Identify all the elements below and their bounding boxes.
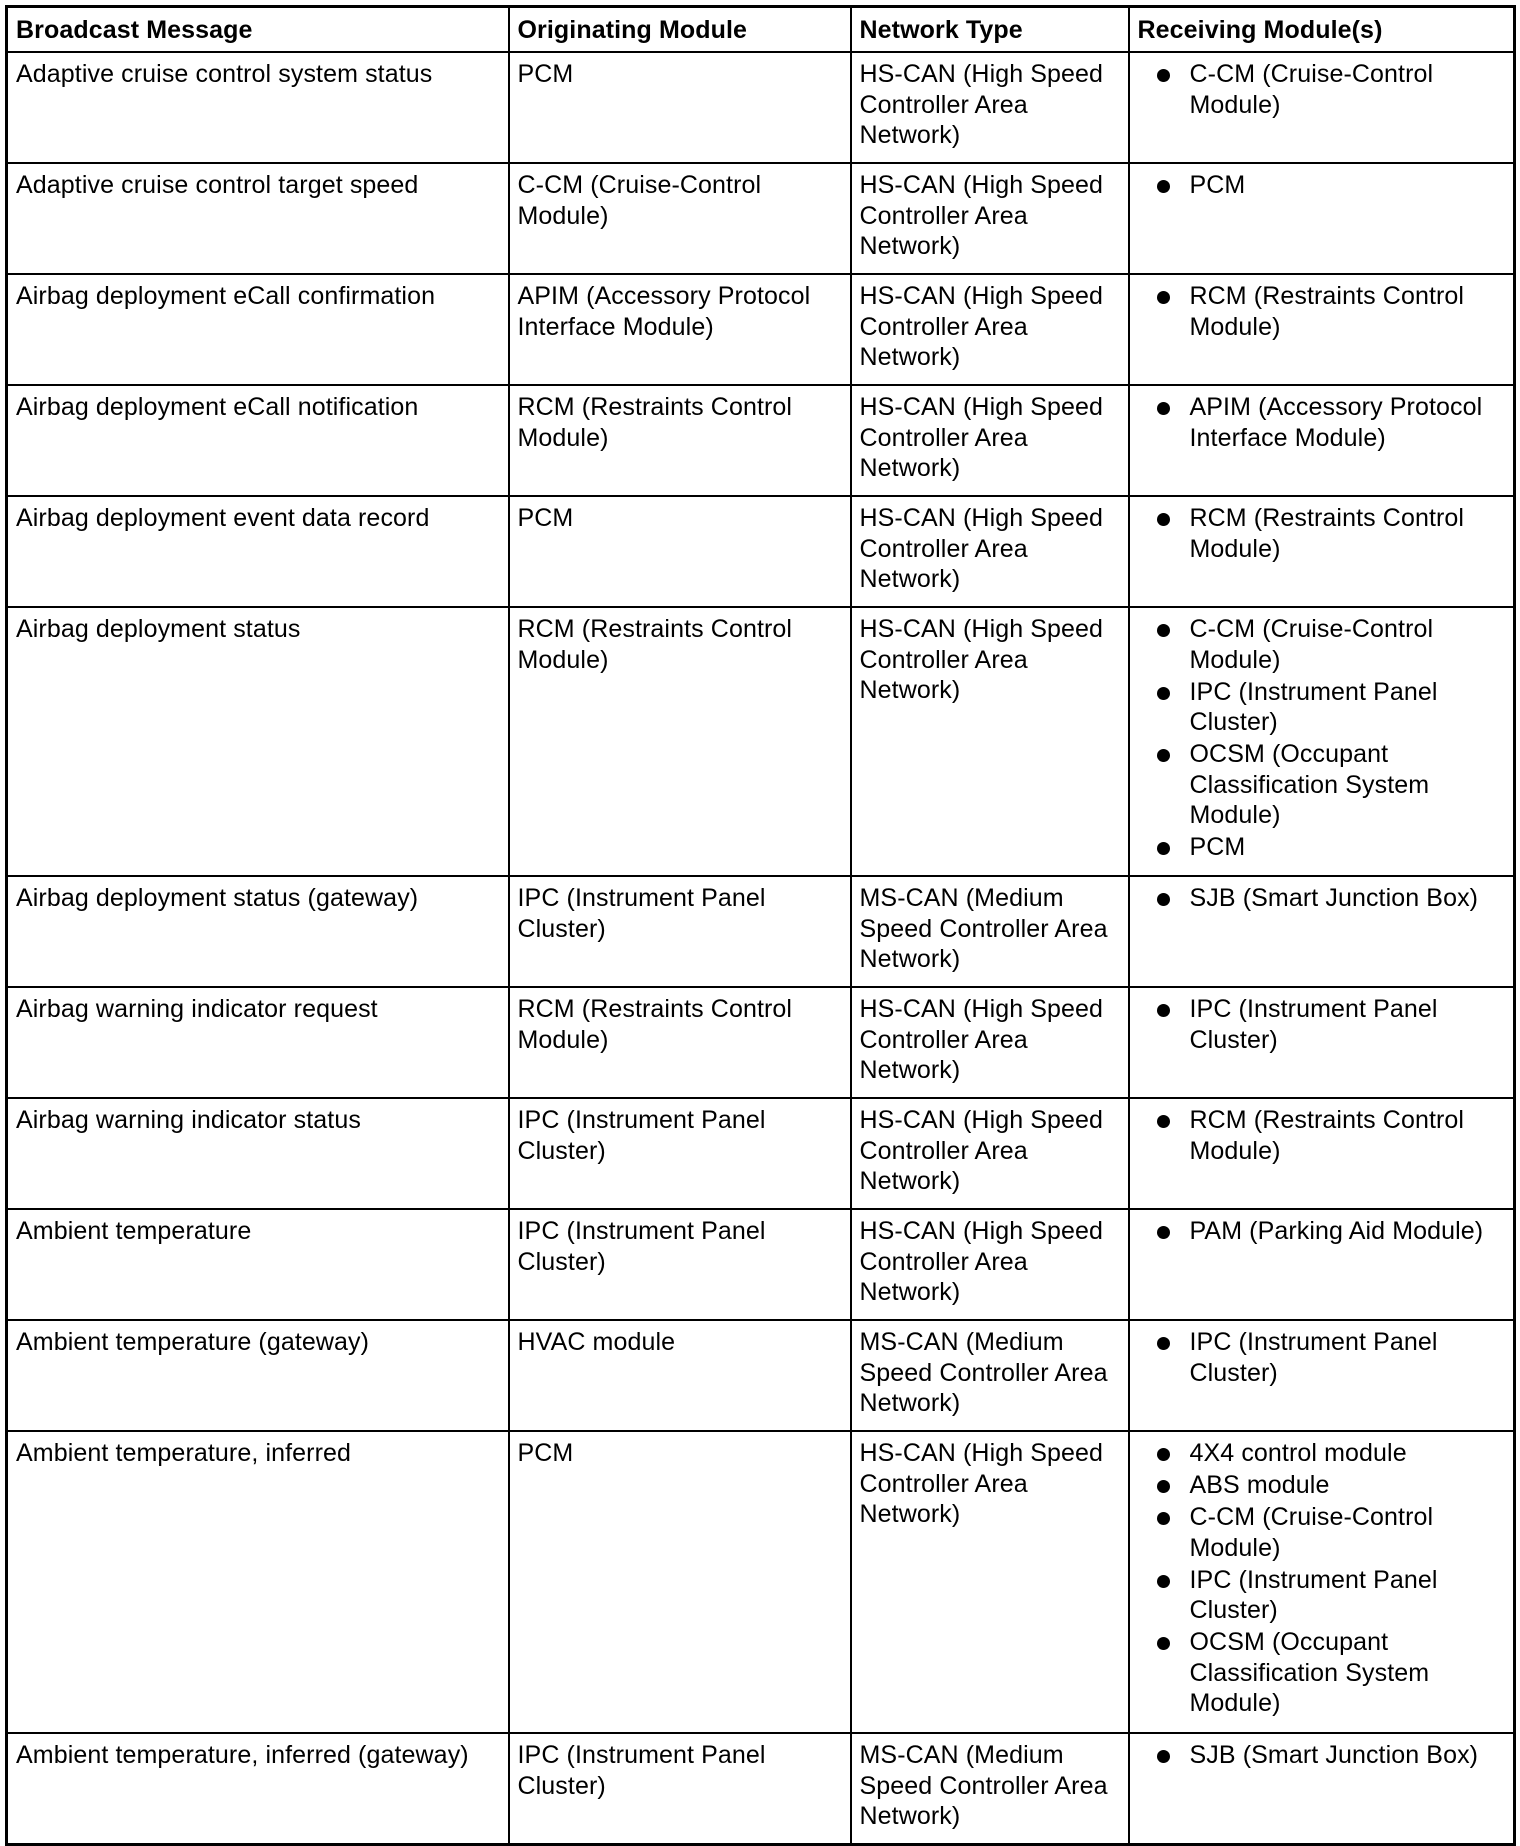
bullet-icon (1157, 1004, 1170, 1017)
receiver-label: ABS module (1189, 1471, 1330, 1499)
cell-receiving-modules (1129, 1733, 1515, 1845)
bullet-icon (1157, 291, 1170, 304)
bullet-icon (1157, 1575, 1170, 1588)
receiver-label: SJB (Smart Junction Box) (1189, 884, 1479, 912)
receiver-list (1138, 59, 1506, 120)
bullet-icon (1157, 513, 1170, 526)
receiver-item (1138, 1438, 1506, 1469)
cell-network-type: HS-CAN (High Speed Controller Area Network) (851, 274, 1129, 385)
header-row (7, 7, 1515, 53)
table-row (7, 1431, 1515, 1733)
cell-originating-module: HVAC module (509, 1320, 851, 1431)
receiver-list (1138, 614, 1506, 863)
receiver-label: RCM (Restraints Control Module) (1189, 504, 1465, 563)
receiver-label: C-CM (Cruise-Control Module) (1189, 1503, 1434, 1562)
receiver-list (1138, 503, 1506, 564)
bullet-icon (1157, 1512, 1170, 1525)
receiver-label: 4X4 control module (1189, 1439, 1407, 1467)
cell-broadcast-message: Ambient temperature (gateway) (7, 1320, 509, 1431)
bullet-icon (1157, 1337, 1170, 1350)
table-row (7, 163, 1515, 274)
receiver-list (1138, 1740, 1506, 1771)
receiver-list (1138, 883, 1506, 914)
bullet-icon (1157, 893, 1170, 906)
receiver-list (1138, 1216, 1506, 1247)
cell-receiving-modules (1129, 385, 1515, 496)
cell-originating-module: PCM (509, 1431, 851, 1733)
cell-originating-module: RCM (Restraints Control Module) (509, 987, 851, 1098)
cell-broadcast-message: Adaptive cruise control system status (7, 52, 509, 163)
cell-originating-module: IPC (Instrument Panel Cluster) (509, 1733, 851, 1845)
receiver-label: C-CM (Cruise-Control Module) (1189, 615, 1434, 674)
header-network-type: Network Type (851, 7, 1129, 53)
cell-network-type: HS-CAN (High Speed Controller Area Network) (851, 987, 1129, 1098)
bullet-icon (1157, 1480, 1170, 1493)
cell-receiving-modules (1129, 987, 1515, 1098)
bullet-icon (1157, 180, 1170, 193)
receiver-item (1138, 739, 1506, 831)
cell-originating-module: PCM (509, 52, 851, 163)
cell-receiving-modules (1129, 607, 1515, 876)
cell-receiving-modules (1129, 274, 1515, 385)
receiver-label: OCSM (Occupant Classification System Module) (1189, 740, 1430, 829)
receiver-item (1138, 677, 1506, 738)
bullet-icon (1157, 842, 1170, 855)
cell-network-type: HS-CAN (High Speed Controller Area Network) (851, 52, 1129, 163)
cell-receiving-modules (1129, 1320, 1515, 1431)
receiver-item (1138, 1740, 1506, 1771)
bullet-icon (1157, 1115, 1170, 1128)
table-row (7, 274, 1515, 385)
cell-network-type: MS-CAN (Medium Speed Controller Area Network) (851, 1320, 1129, 1431)
receiver-list (1138, 1327, 1506, 1388)
bullet-icon (1157, 1226, 1170, 1239)
cell-network-type: MS-CAN (Medium Speed Controller Area Network) (851, 876, 1129, 987)
receiver-item (1138, 1216, 1506, 1247)
receiver-list (1138, 281, 1506, 342)
bullet-icon (1157, 69, 1170, 82)
cell-receiving-modules (1129, 496, 1515, 607)
receiver-item (1138, 1627, 1506, 1719)
table-row (7, 987, 1515, 1098)
cell-receiving-modules (1129, 876, 1515, 987)
cell-originating-module: PCM (509, 496, 851, 607)
cell-receiving-modules (1129, 163, 1515, 274)
bullet-icon (1157, 687, 1170, 700)
cell-receiving-modules (1129, 1098, 1515, 1209)
receiver-label: OCSM (Occupant Classification System Module) (1189, 1628, 1430, 1717)
cell-network-type: HS-CAN (High Speed Controller Area Network) (851, 163, 1129, 274)
cell-network-type: HS-CAN (High Speed Controller Area Network) (851, 1431, 1129, 1733)
cell-receiving-modules (1129, 1431, 1515, 1733)
receiver-label: RCM (Restraints Control Module) (1189, 1106, 1465, 1165)
receiver-item (1138, 170, 1506, 201)
bullet-icon (1157, 624, 1170, 637)
receiver-list (1138, 1105, 1506, 1166)
table-row (7, 1098, 1515, 1209)
table-row (7, 496, 1515, 607)
cell-broadcast-message: Airbag warning indicator request (7, 987, 509, 1098)
table-row (7, 1320, 1515, 1431)
table-header (7, 7, 1515, 53)
cell-broadcast-message: Airbag deployment eCall confirmation (7, 274, 509, 385)
receiver-item (1138, 1565, 1506, 1626)
cell-network-type: HS-CAN (High Speed Controller Area Network) (851, 1209, 1129, 1320)
broadcast-message-table (5, 5, 1516, 1846)
receiver-item (1138, 503, 1506, 564)
receiver-label: C-CM (Cruise-Control Module) (1189, 60, 1434, 119)
receiver-label: IPC (Instrument Panel Cluster) (1189, 995, 1438, 1054)
cell-receiving-modules (1129, 52, 1515, 163)
cell-broadcast-message: Airbag deployment eCall notification (7, 385, 509, 496)
receiver-list (1138, 994, 1506, 1055)
header-receiving-modules: Receiving Module(s) (1129, 7, 1515, 53)
cell-broadcast-message: Airbag deployment status (7, 607, 509, 876)
receiver-item (1138, 832, 1506, 863)
header-originating-module: Originating Module (509, 7, 851, 53)
cell-originating-module: IPC (Instrument Panel Cluster) (509, 1098, 851, 1209)
table-row (7, 52, 1515, 163)
cell-originating-module: IPC (Instrument Panel Cluster) (509, 876, 851, 987)
bullet-icon (1157, 1448, 1170, 1461)
receiver-label: IPC (Instrument Panel Cluster) (1189, 1328, 1438, 1387)
receiver-item (1138, 392, 1506, 453)
cell-network-type: MS-CAN (Medium Speed Controller Area Network) (851, 1733, 1129, 1845)
receiver-label: APIM (Accessory Protocol Interface Module) (1189, 393, 1483, 452)
cell-broadcast-message: Adaptive cruise control target speed (7, 163, 509, 274)
cell-originating-module: IPC (Instrument Panel Cluster) (509, 1209, 851, 1320)
receiver-item (1138, 994, 1506, 1055)
cell-broadcast-message: Ambient temperature, inferred (gateway) (7, 1733, 509, 1845)
receiver-label: PAM (Parking Aid Module) (1189, 1217, 1484, 1245)
cell-network-type: HS-CAN (High Speed Controller Area Network) (851, 1098, 1129, 1209)
receiver-item (1138, 281, 1506, 342)
receiver-item (1138, 1327, 1506, 1388)
bullet-icon (1157, 402, 1170, 415)
receiver-label: IPC (Instrument Panel Cluster) (1189, 677, 1438, 736)
cell-broadcast-message: Airbag deployment event data record (7, 496, 509, 607)
receiver-list (1138, 170, 1506, 201)
cell-originating-module: RCM (Restraints Control Module) (509, 607, 851, 876)
table-body (7, 52, 1515, 1845)
table-row (7, 876, 1515, 987)
cell-network-type: HS-CAN (High Speed Controller Area Network) (851, 607, 1129, 876)
cell-originating-module: C-CM (Cruise-Control Module) (509, 163, 851, 274)
broadcast-message-table-container (5, 5, 1513, 1846)
receiver-item (1138, 1470, 1506, 1501)
receiver-item (1138, 59, 1506, 120)
receiver-label: PCM (1189, 833, 1246, 861)
receiver-label: IPC (Instrument Panel Cluster) (1189, 1565, 1438, 1624)
table-row (7, 1733, 1515, 1845)
table-row (7, 1209, 1515, 1320)
cell-broadcast-message: Airbag deployment status (gateway) (7, 876, 509, 987)
receiver-label: RCM (Restraints Control Module) (1189, 282, 1465, 341)
cell-receiving-modules (1129, 1209, 1515, 1320)
cell-network-type: HS-CAN (High Speed Controller Area Network) (851, 496, 1129, 607)
receiver-list (1138, 392, 1506, 453)
bullet-icon (1157, 1750, 1170, 1763)
header-broadcast-message: Broadcast Message (7, 7, 509, 53)
cell-network-type: HS-CAN (High Speed Controller Area Network) (851, 385, 1129, 496)
receiver-item (1138, 1105, 1506, 1166)
table-row (7, 607, 1515, 876)
cell-broadcast-message: Airbag warning indicator status (7, 1098, 509, 1209)
receiver-list (1138, 1438, 1506, 1719)
cell-broadcast-message: Ambient temperature, inferred (7, 1431, 509, 1733)
cell-originating-module: RCM (Restraints Control Module) (509, 385, 851, 496)
receiver-label: PCM (1189, 171, 1246, 199)
bullet-icon (1157, 1637, 1170, 1650)
receiver-item (1138, 883, 1506, 914)
cell-originating-module: APIM (Accessory Protocol Interface Module) (509, 274, 851, 385)
table-row (7, 385, 1515, 496)
receiver-label: SJB (Smart Junction Box) (1189, 1741, 1479, 1769)
receiver-item (1138, 1502, 1506, 1563)
cell-broadcast-message: Ambient temperature (7, 1209, 509, 1320)
receiver-item (1138, 614, 1506, 675)
bullet-icon (1157, 749, 1170, 762)
